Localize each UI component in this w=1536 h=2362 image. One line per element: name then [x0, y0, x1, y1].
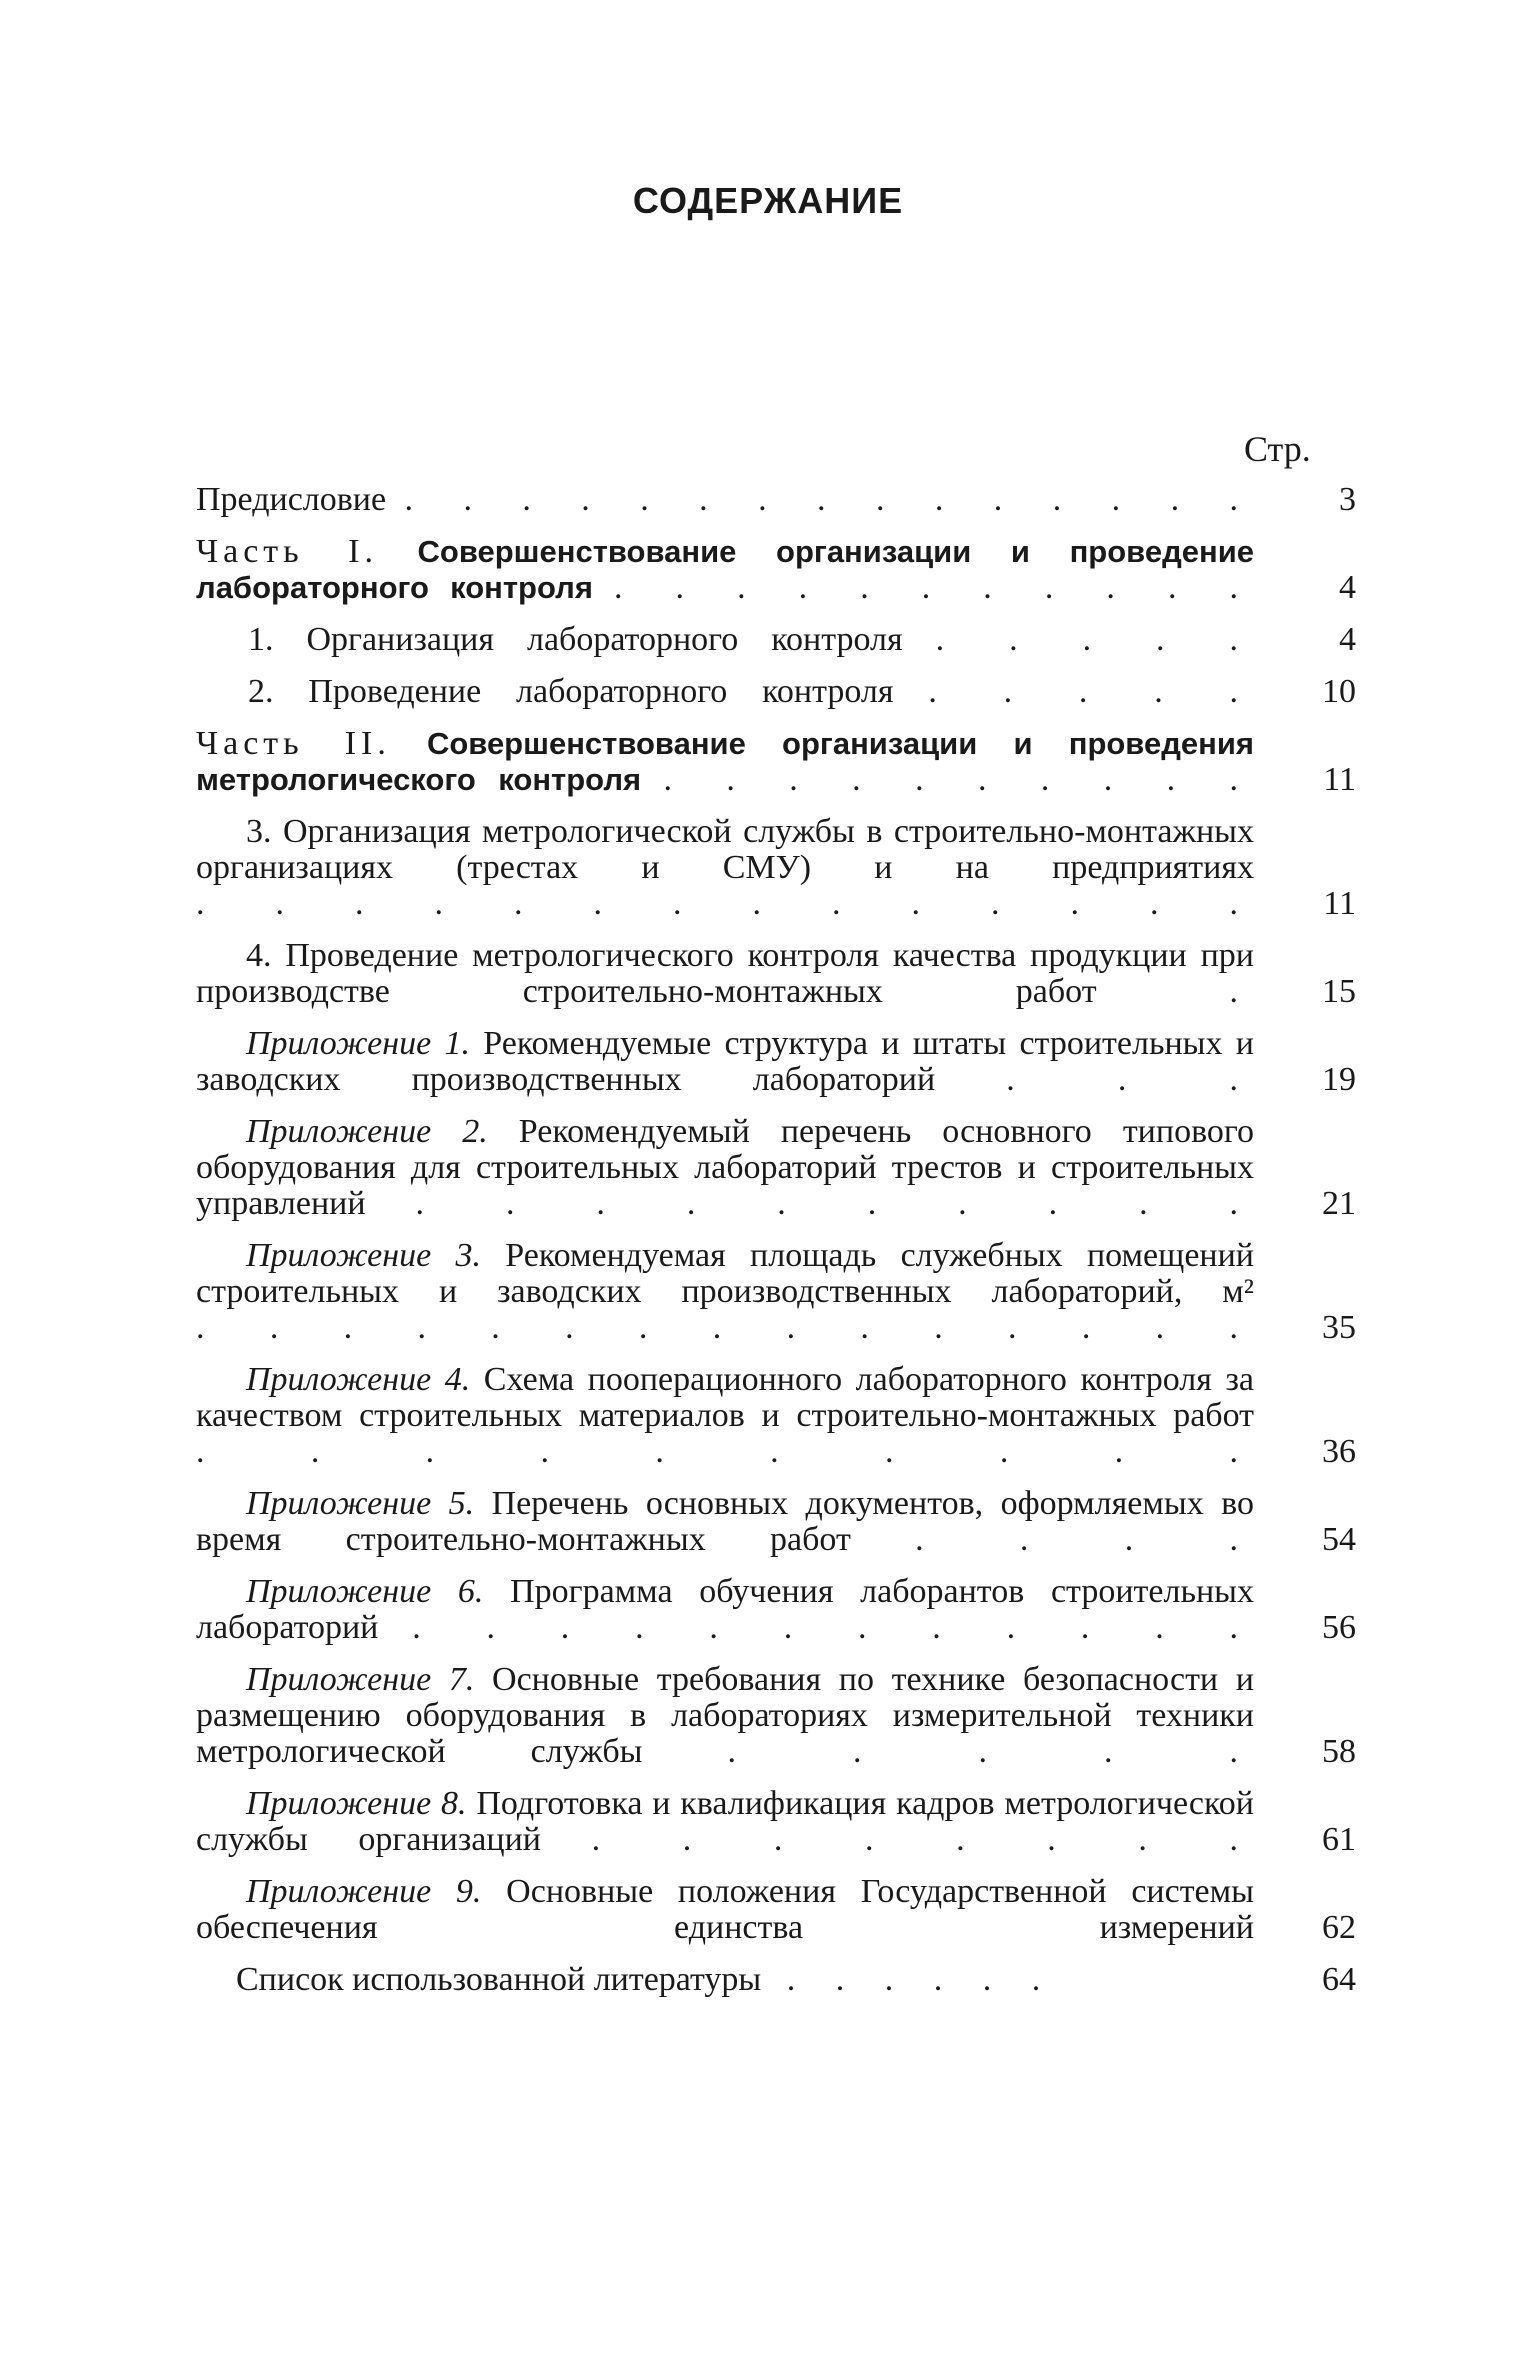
toc-page-number: 61 — [1322, 1821, 1356, 1858]
table-of-contents — [196, 482, 1356, 2014]
toc-entry-appendix-1 — [196, 1026, 1356, 1098]
toc-entry-title: 2. Проведение лабораторного контроля — [248, 673, 894, 710]
toc-leader-dots: . . . . . . . . . . . . — [412, 1609, 1255, 1646]
toc-page-number: 35 — [1322, 1309, 1356, 1346]
toc-appendix-label: Приложение 3. — [246, 1237, 481, 1274]
toc-leader-dots: . . . . . . . . . . — [663, 761, 1255, 798]
toc-entry-text — [196, 726, 1254, 798]
toc-page-number: 19 — [1322, 1061, 1356, 1098]
toc-appendix-label: Приложение 2. — [246, 1113, 488, 1150]
toc-entry-text — [196, 1026, 1254, 1098]
toc-entry-appendix-6 — [196, 1574, 1356, 1646]
toc-entry-section-3 — [196, 814, 1356, 922]
toc-entry-section-4 — [196, 938, 1356, 1010]
toc-entry-title: 4. Проведение метрологического контроля качества продукции при производстве строительно-монтажных работ — [196, 937, 1254, 1010]
toc-entry-text — [196, 1962, 1254, 1998]
toc-entry-title: Схема пооперационного лабораторного контроля за качеством строительных материалов и строительно-монтажных работ — [196, 1361, 1254, 1434]
toc-leader-dots: . . . . . . . . — [591, 1821, 1255, 1858]
toc-entry-appendix-7 — [196, 1662, 1356, 1770]
toc-entry-text — [196, 938, 1254, 1010]
toc-entry-preface — [196, 482, 1356, 518]
page-title: СОДЕРЖАНИЕ — [632, 180, 904, 221]
toc-page-number: 4 — [1339, 621, 1356, 658]
toc-leader-dots: . . . . . . . . . . . . . . . — [404, 481, 1255, 518]
toc-page-number: 3 — [1339, 481, 1356, 518]
toc-appendix-label: Приложение 8. — [246, 1785, 467, 1822]
toc-leader-dots: . . . . . . — [786, 1961, 1057, 1998]
toc-page-number: 21 — [1322, 1185, 1356, 1222]
toc-entry-title: Список использованной литературы — [236, 1961, 762, 1998]
toc-page-number: 11 — [1323, 761, 1356, 798]
toc-page-number: 10 — [1322, 673, 1356, 710]
toc-entry-appendix-2 — [196, 1114, 1356, 1222]
toc-entry-title: Программа обучения лаборантов строительных лабораторий — [196, 1573, 1254, 1646]
page-column-label: Стр. — [1244, 429, 1311, 469]
toc-page-number: 15 — [1322, 973, 1356, 1010]
toc-appendix-label: Приложение 4. — [246, 1361, 471, 1398]
toc-entry-appendix-8 — [196, 1786, 1356, 1858]
toc-entry-text — [196, 1486, 1254, 1558]
toc-entry-text — [196, 1786, 1254, 1858]
toc-entry-appendix-5 — [196, 1486, 1356, 1558]
toc-page-number: 56 — [1322, 1609, 1356, 1646]
toc-page-number: 4 — [1339, 569, 1356, 606]
toc-entry-title: Совершенствование организации и проведения метрологического контроля — [196, 726, 1254, 797]
toc-appendix-label: Приложение 5. — [246, 1485, 475, 1522]
toc-leader-dots: . . . . . . . . . . . — [614, 569, 1255, 606]
toc-entry-title: Перечень основных документов, оформляемых во время строительно-монтажных работ — [196, 1485, 1254, 1558]
toc-entry-text — [196, 1114, 1254, 1222]
toc-leader-dots: . . . . . — [928, 673, 1254, 710]
toc-entry-text — [196, 674, 1254, 710]
toc-leader-dots: . . . . . — [935, 621, 1255, 658]
toc-leader-dots: . . . . . . . . . . — [196, 1433, 1254, 1470]
toc-entry-title: 3. Организация метрологической службы в строительно-монтажных организациях (трестах и СМУ) и на предприятиях — [196, 813, 1254, 886]
toc-entry-section-2 — [196, 674, 1356, 710]
toc-entry-title: Рекомендуемые структура и штаты строительных и заводских производственных лабораторий — [196, 1025, 1254, 1098]
toc-page-number: 58 — [1322, 1733, 1356, 1770]
toc-page-number: 36 — [1322, 1433, 1356, 1470]
toc-entry-text — [196, 814, 1254, 922]
toc-entry-references — [196, 1962, 1356, 1998]
toc-entry-title: 1. Организация лабораторного контроля — [248, 621, 903, 658]
toc-entry-title: Совершенствование организации и проведение лабораторного контроля — [196, 534, 1255, 605]
toc-leader-dots: . . . . . . . . . . . . . . . — [196, 1309, 1254, 1346]
toc-page-number: 11 — [1323, 885, 1356, 922]
toc-part-label: Часть II. — [196, 725, 391, 762]
toc-leader-dots: . . . . . — [727, 1733, 1255, 1770]
toc-appendix-label: Приложение 7. — [246, 1661, 475, 1698]
toc-page-number: 54 — [1322, 1521, 1356, 1558]
toc-entry-title: Рекомендуемый перечень основного типового оборудования для строительных лабораторий трестов и строительных управлений — [196, 1113, 1254, 1222]
toc-page-number: 64 — [1322, 1961, 1356, 1998]
toc-entry-section-1 — [196, 622, 1356, 658]
toc-leader-dots: . . . — [1006, 1061, 1255, 1098]
toc-entry-title: Основные требования по технике безопасности и размещению оборудования в лабораториях измерительной техники метрологической службы — [196, 1661, 1254, 1770]
toc-leader-dots: . . . . — [915, 1521, 1255, 1558]
toc-entry-part-2 — [196, 726, 1356, 798]
toc-entry-appendix-9 — [196, 1874, 1356, 1946]
toc-entry-text — [196, 534, 1254, 606]
toc-entry-appendix-3 — [196, 1238, 1356, 1346]
toc-leader-dots: . . . . . . . . . . . . . . — [196, 885, 1254, 922]
toc-appendix-label: Приложение 9. — [246, 1873, 482, 1910]
toc-leader-dots: . — [1229, 973, 1255, 1010]
toc-appendix-label: Приложение 1. — [246, 1025, 470, 1062]
toc-entry-title: Рекомендуемая площадь служебных помещений строительных и заводских производственных лабораторий, м² — [196, 1237, 1254, 1310]
toc-entry-title: Предисловие — [196, 481, 387, 518]
toc-entry-text — [196, 1238, 1254, 1346]
toc-entry-text — [196, 482, 1254, 518]
toc-entry-appendix-4 — [196, 1362, 1356, 1470]
toc-entry-text — [196, 1662, 1254, 1770]
toc-appendix-label: Приложение 6. — [246, 1573, 484, 1610]
toc-leader-dots: . . . . . . . . . . — [415, 1185, 1255, 1222]
toc-page-number: 62 — [1322, 1909, 1356, 1946]
toc-entry-part-1 — [196, 534, 1356, 606]
toc-entry-text — [196, 1874, 1254, 1946]
toc-entry-text — [196, 1362, 1254, 1470]
toc-entry-title: Подготовка и квалификация кадров метрологической службы организаций — [196, 1785, 1255, 1858]
toc-entry-title: Основные положения Государственной системы обеспечения единства измерений — [196, 1873, 1255, 1946]
toc-part-label: Часть I. — [196, 533, 378, 570]
toc-entry-text — [196, 1574, 1254, 1646]
toc-entry-text — [196, 622, 1254, 658]
